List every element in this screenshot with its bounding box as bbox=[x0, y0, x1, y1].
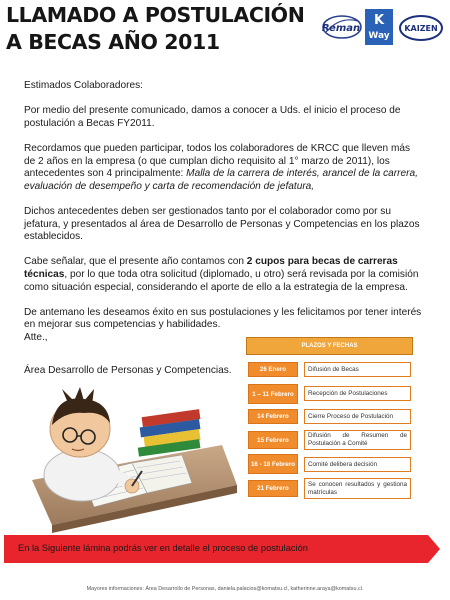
cupos-text-a: Cabe señalar, que el presente año contamos con bbox=[24, 256, 247, 268]
greeting: Estimados Colaboradores: bbox=[24, 80, 143, 91]
paragraph-process: Dichos antecedentes deben ser gestionados tanto por el colaborador como por su jefatura, y presentados al área de Desarrollo de Personas y Competencias en los plazos establecidos. bbox=[24, 205, 420, 243]
schedule-desc: Recepción de Postulaciones bbox=[304, 386, 411, 401]
title-line-2: A BECAS AÑO 2011 bbox=[6, 30, 220, 54]
signature: Área Desarrollo de Personas y Competencias. bbox=[24, 365, 232, 377]
schedule-desc: Se conocen resultados y gestiona matrículas bbox=[304, 478, 411, 499]
paragraph-intro: Por medio del presente comunicado, damos a conocer a Uds. el inicio el proceso de postulación a Becas FY2011. bbox=[24, 105, 401, 129]
svg-text:K: K bbox=[373, 13, 385, 28]
student-studying-illustration bbox=[22, 375, 237, 533]
footer-contact: Mayores informaciones: Área Desarrollo de Personas, daniela.palacios@komatsu.cl, katherinne.araya@komatsu.cl. bbox=[86, 586, 364, 592]
schedule-desc: Comité delibera decisión bbox=[304, 457, 411, 472]
kway-logo bbox=[365, 9, 393, 45]
schedule-date bbox=[248, 384, 298, 404]
requirements-italic: Malla de la carrera de interés, arancel de la carrera, evaluación de desempeño y carta de recomendación de jefatura, bbox=[24, 168, 418, 192]
schedule-desc: Difusión de Becas bbox=[304, 362, 411, 377]
kaizen-logo bbox=[398, 14, 444, 42]
schedule-date: 14 Febrero bbox=[248, 409, 298, 424]
kaizen-logo-text: KAIZEN bbox=[404, 24, 438, 33]
schedule-heading: PLAZOS Y FECHAS bbox=[246, 337, 413, 355]
paragraph-cupos bbox=[24, 256, 424, 294]
reman-logo-text: Reman bbox=[321, 23, 361, 34]
schedule-date-text: 1 – 11 Febrero bbox=[252, 390, 294, 398]
page-title bbox=[6, 2, 304, 56]
requirements-text: Recordamos que pueden participar, todos los colaboradores de KRCC que lleven más de 2 años en la empresa (o que cumplan dicho requisito al 1° marzo de 2011), los antecedentes son 4 principalmente: bbox=[24, 142, 411, 180]
cupos-bold: 2 cupos para becas de carreras técnicas bbox=[24, 256, 398, 280]
schedule-date: 15 Febrero bbox=[248, 431, 298, 449]
schedule-date: 21 Febrero bbox=[248, 480, 298, 497]
schedule-date: 26 Enero bbox=[248, 362, 298, 377]
paragraph-closing: De antemano les deseamos éxito en sus postulaciones y les felicitamos por tener interés en mejorar sus competencias y habilidades. bbox=[24, 306, 422, 331]
closing: Atte., bbox=[24, 331, 48, 343]
schedule-desc: Cierre Proceso de Postulación bbox=[304, 409, 411, 424]
schedule-date: 16 - 18 Febrero bbox=[248, 454, 298, 474]
title-line-1: LLAMADO A POSTULACIÓN bbox=[6, 3, 305, 27]
reman-logo bbox=[320, 12, 362, 40]
banner-text: En la Siguiente lámina podrás ver en detalle el proceso de postulación bbox=[18, 543, 308, 553]
schedule-desc: Difusión de Resumen de Postulación a Comité bbox=[304, 430, 411, 450]
svg-text:Way: Way bbox=[368, 31, 390, 41]
cupos-text-c: , por lo que toda otra solicitud (diplomado, u otro) será revisada por la comisión como situación especial, considerando el aporte de ello a la estrategia de la empresa. bbox=[24, 268, 419, 293]
paragraph-requirements bbox=[24, 143, 424, 193]
